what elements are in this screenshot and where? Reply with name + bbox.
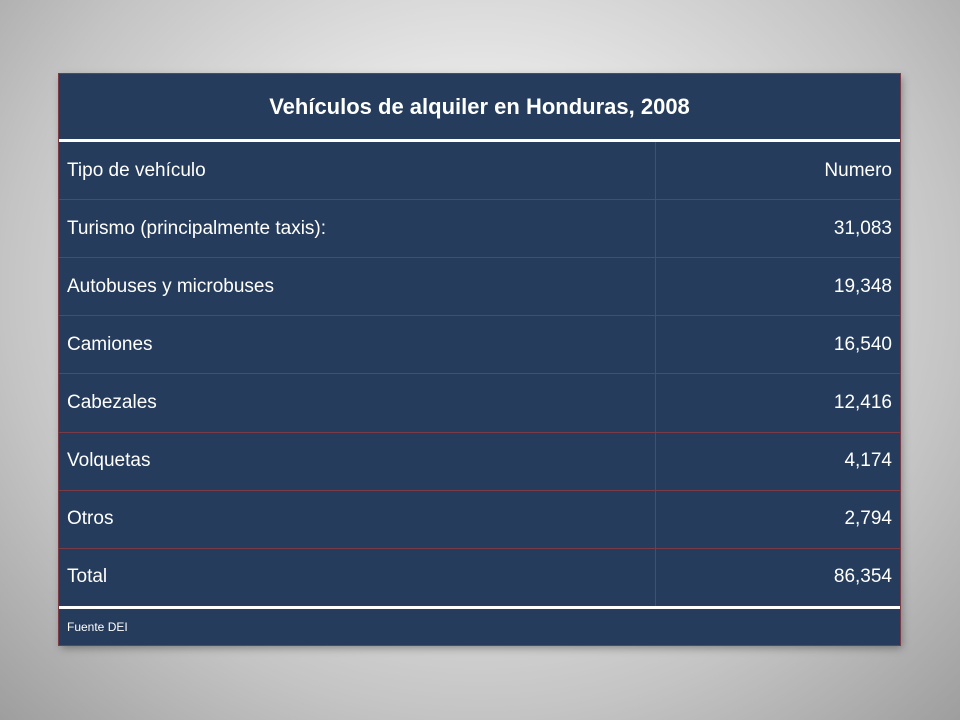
row-label: Autobuses y microbuses bbox=[59, 258, 655, 316]
total-label: Total bbox=[59, 548, 655, 607]
table-row bbox=[59, 258, 900, 316]
row-label: Volquetas bbox=[59, 432, 655, 490]
table-total-row bbox=[59, 548, 900, 607]
table-row bbox=[59, 432, 900, 490]
row-value: 12,416 bbox=[655, 374, 900, 432]
vehicle-rental-table bbox=[59, 74, 900, 645]
table-title-row bbox=[59, 74, 900, 141]
row-label: Turismo (principalmente taxis): bbox=[59, 200, 655, 258]
row-value: 31,083 bbox=[655, 200, 900, 258]
table-title: Vehículos de alquiler en Honduras, 2008 bbox=[59, 74, 900, 141]
table-header-row bbox=[59, 141, 900, 200]
column-header-numero: Numero bbox=[824, 159, 892, 181]
row-value: 19,348 bbox=[655, 258, 900, 316]
vehicle-rental-table-container bbox=[59, 74, 900, 645]
row-value: 2,794 bbox=[655, 490, 900, 548]
table-row bbox=[59, 490, 900, 548]
row-value: 16,540 bbox=[655, 316, 900, 374]
table-row bbox=[59, 200, 900, 258]
row-label: Otros bbox=[59, 490, 655, 548]
row-label: Camiones bbox=[59, 316, 655, 374]
source-note: Fuente DEI bbox=[67, 619, 128, 634]
row-value: 4,174 bbox=[655, 432, 900, 490]
table-row bbox=[59, 316, 900, 374]
column-header-tipo: Tipo de vehículo bbox=[59, 141, 655, 200]
table-row bbox=[59, 374, 900, 432]
table-footer-row bbox=[59, 607, 900, 645]
row-label: Cabezales bbox=[59, 374, 655, 432]
total-value: 86,354 bbox=[655, 548, 900, 607]
